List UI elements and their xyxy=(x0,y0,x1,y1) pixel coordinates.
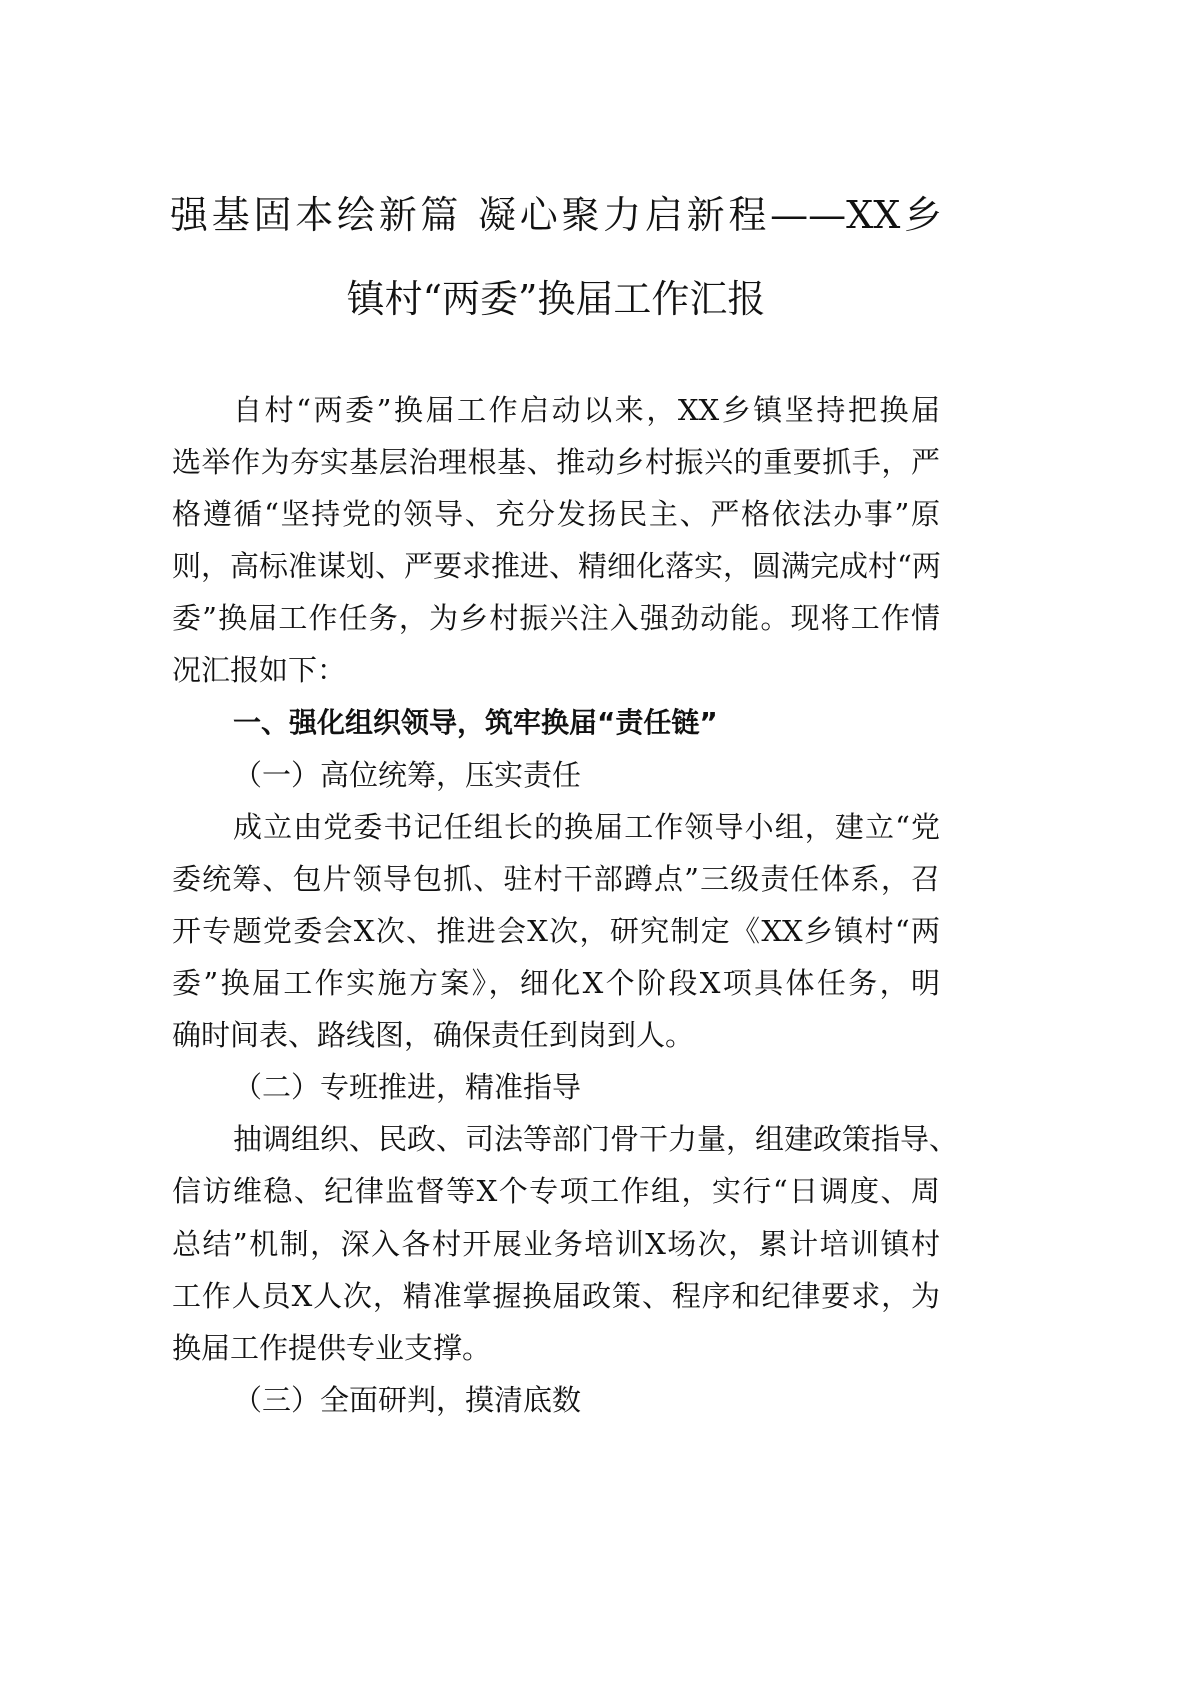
section-heading-1 xyxy=(172,697,940,749)
paragraph-1 xyxy=(172,801,940,1061)
text-line: 信访维稳、纪律监督等X个专项工作组，实行“日调度、周 xyxy=(172,1174,940,1209)
text-line: 抽调组织、民政、司法等部门骨干力量，组建政策指导、 xyxy=(233,1122,959,1157)
text-line: 委”换届工作实施方案》，细化X个阶段X项具体任务，明 xyxy=(172,966,940,1001)
document-body xyxy=(172,384,959,1426)
text-line: 选举作为夯实基层治理根基、推动乡村振兴的重要抓手，严 xyxy=(172,445,940,480)
title-line-2: 镇村“两委”换届工作汇报 xyxy=(346,277,766,321)
text-line: 工作人员X人次，精准掌握换届政策、程序和纪律要求，为 xyxy=(172,1278,940,1313)
text-line: 成立由党委书记任组长的换届工作领导小组，建立“党 xyxy=(233,809,940,844)
text-line: 则，高标准谋划、严要求推进、精细化落实，圆满完成村“两 xyxy=(172,549,941,584)
text-line: 格遵循“坚持党的领导、充分发扬民主、严格依法办事”原 xyxy=(172,497,940,532)
heading-text: （三）全面研判，摸清底数 xyxy=(233,1382,582,1417)
intro-paragraph xyxy=(172,384,940,697)
text-line: 委”换届工作任务，为乡村振兴注入强劲动能。现将工作情 xyxy=(172,601,940,636)
heading-text: （二）专班推进，精准指导 xyxy=(233,1070,582,1105)
text-line: 自村“两委”换届工作启动以来，XX乡镇坚持把换届 xyxy=(233,393,940,427)
text-line: 确时间表、路线图，确保责任到岗到人。 xyxy=(172,1018,695,1053)
heading-text: 一、强化组织领导，筑牢换届“责任链” xyxy=(233,705,718,739)
subsection-heading-1 xyxy=(172,749,940,801)
text-line: 委统筹、包片领导包抓、驻村干部蹲点”三级责任体系，召 xyxy=(172,861,940,896)
subsection-heading-3 xyxy=(172,1374,940,1426)
text-line: 况汇报如下： xyxy=(172,653,347,688)
title-line-1: 强基固本绘新篇 凝心聚力启新程——XX乡 xyxy=(170,193,942,237)
paragraph-2 xyxy=(172,1113,959,1373)
document-title xyxy=(170,185,942,353)
text-line: 换届工作提供专业支撑。 xyxy=(172,1330,492,1365)
subsection-heading-2 xyxy=(172,1061,940,1113)
text-line: 总结”机制，深入各村开展业务培训X场次，累计培训镇村 xyxy=(172,1226,940,1261)
heading-text: （一）高位统筹，压实责任 xyxy=(233,757,582,792)
text-line: 开专题党委会X次、推进会X次，研究制定《XX乡镇村“两 xyxy=(172,913,940,948)
